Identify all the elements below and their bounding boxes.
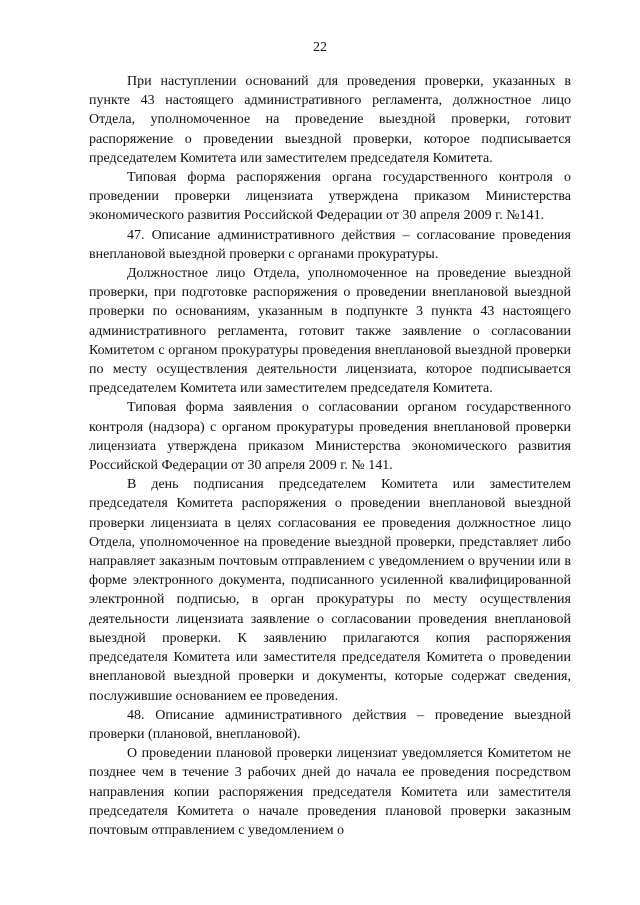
paragraph-inspection-order: При наступлении оснований для проведения проверки, указанных в пункте 43 настоящего административного регламента, должностное лицо Отдела, уполномоченное на проведение выездной проверки, готовит распоряжение о проведении выездной проверки, которое подписывается председателем Комитета или заместителем председателя Комитета. [89,74,571,166]
paragraph-prosecutor-application: Должностное лицо Отдела, уполномоченное на проведение выездной проверки, при подготовке распоряжения о проведении внеплановой выездной проверки по основаниям, указанным в подпункте 3 пункта 43 настоящего административного регламента, готовит также заявление о согласовании Комитетом с органом прокуратуры проведения внеплановой выездной проверки по месту осуществления деятельности лицензиата, которое подписывается председателем Комитета или заместителем председателя Комитета. [89,266,571,397]
paragraph-planned-inspection-notice: О проведении плановой проверки лицензиат уведомляется Комитетом не позднее чем в течение 3 рабочих дней до начала ее проведения посредством направления копии распоряжения председателя Комитета или заместителя председателя Комитета о начале проведения плановой проверки заказным почтовым отправлением с уведомлением о [89,746,571,838]
paragraph-signing-day: В день подписания председателем Комитета или заместителем председателя Комитета распоряжения о проведении внеплановой выездной проверки лицензиата в целях согласования ее проведения должностное лицо Отдела, уполномоченное на проведение выездной проверки, представляет либо направляет заказным почтовым отправлением с уведомлением о вручении или в форме электронного документа, подписанного усиленной квалифицированной электронной подписью, в орган прокуратуры по месту осуществления деятельности лицензиата заявление о согласовании проведения внеплановой выездной проверки. К заявлению прилагаются копия распоряжения председателя Комитета или заместителя председателя Комитета о проведении внеплановой выездной проверки и документы, которые содержат сведения, послужившие основанием ее проведения. [89,477,571,704]
document-body [89,72,571,840]
page-number: 22 [313,40,327,55]
paragraph-order-template: Типовая форма распоряжения органа государственного контроля о проведении проверки лицензиата утверждена приказом Министерства экономического развития Российской Федерации от 30 апреля 2009 г. №141. [89,170,571,224]
paragraph-item-47-heading: 47. Описание административного действия – согласование проведения внеплановой выездной проверки с органами прокуратуры. [89,227,571,262]
paragraph-item-48-heading: 48. Описание административного действия – проведение выездной проверки (плановой, внеплановой). [89,707,571,742]
paragraph-application-template: Типовая форма заявления о согласовании органом государственного контроля (надзора) с органом прокуратуры проведения внеплановой проверки лицензиата утверждена приказом Министерства экономического развития Российской Федерации от 30 апреля 2009 г. № 141. [89,400,571,474]
